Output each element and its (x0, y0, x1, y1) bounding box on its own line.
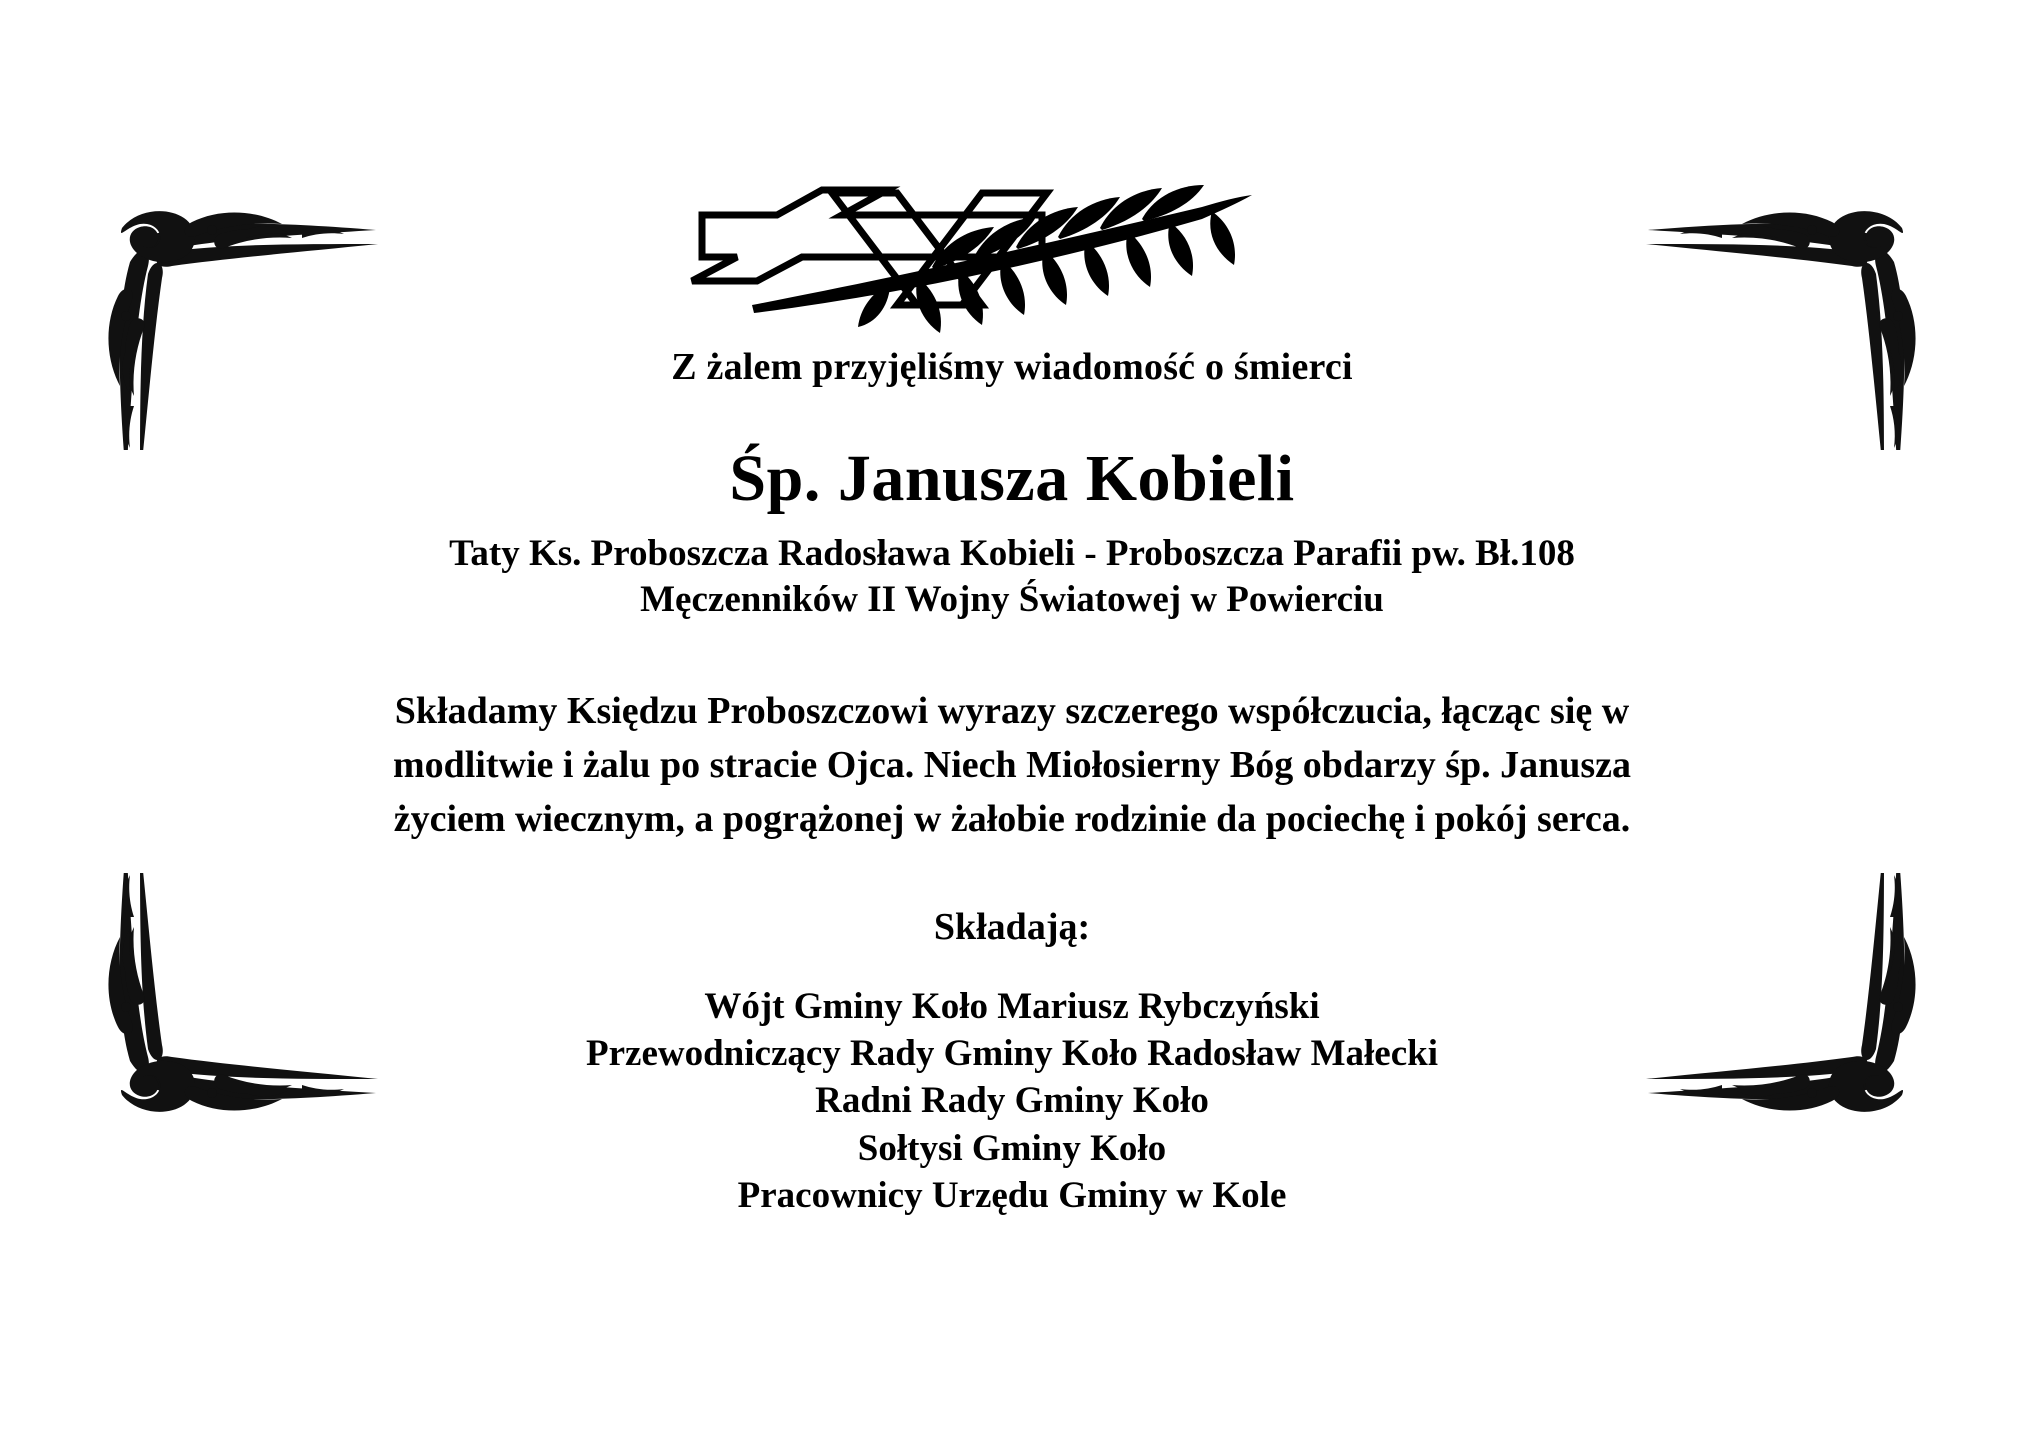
deceased-description-line-2: Męczenników II Wojny Światowej w Powierciu (640, 578, 1384, 620)
list-item: Wójt Gminy Koło Mariusz Rybczyński (704, 985, 1320, 1027)
list-item: Radni Rady Gminy Koło (815, 1080, 1209, 1122)
condolence-line-1: Składamy Księdzu Proboszczowi wyrazy szczerego współczucia, łącząc się w (394, 689, 1630, 732)
signers-intro: Składają: (933, 905, 1091, 948)
signers-list (0, 983, 2024, 1220)
list-item: Przewodniczący Rady Gminy Koło Radosław Małecki (586, 1032, 1438, 1074)
condolence-text (202, 685, 1822, 847)
deceased-name: Śp. Janusza Kobieli (729, 442, 1295, 515)
list-item: Pracownicy Urzędu Gminy w Kole (737, 1175, 1287, 1217)
notice-content (0, 345, 2024, 1219)
list-item: Sołtysi Gminy Koło (857, 1127, 1167, 1169)
condolence-line-3: życiem wiecznym, a pogrążonej w żałobie rodzinie da pociechę i pokój serca. (393, 797, 1631, 840)
intro-line: Z żalem przyjęliśmy wiadomość o śmierci (671, 346, 1353, 388)
condolence-line-2: modlitwie i żalu po stracie Ojca. Niech Miołosierny Bóg obdarzy śp. Janusza (392, 743, 1632, 786)
deceased-description-line-1: Taty Ks. Proboszcza Radosława Kobieli - Proboszcza Parafii pw. Bł.108 (449, 533, 1575, 574)
cross-with-palm-branch-icon (682, 185, 1342, 335)
deceased-description (232, 531, 1792, 623)
